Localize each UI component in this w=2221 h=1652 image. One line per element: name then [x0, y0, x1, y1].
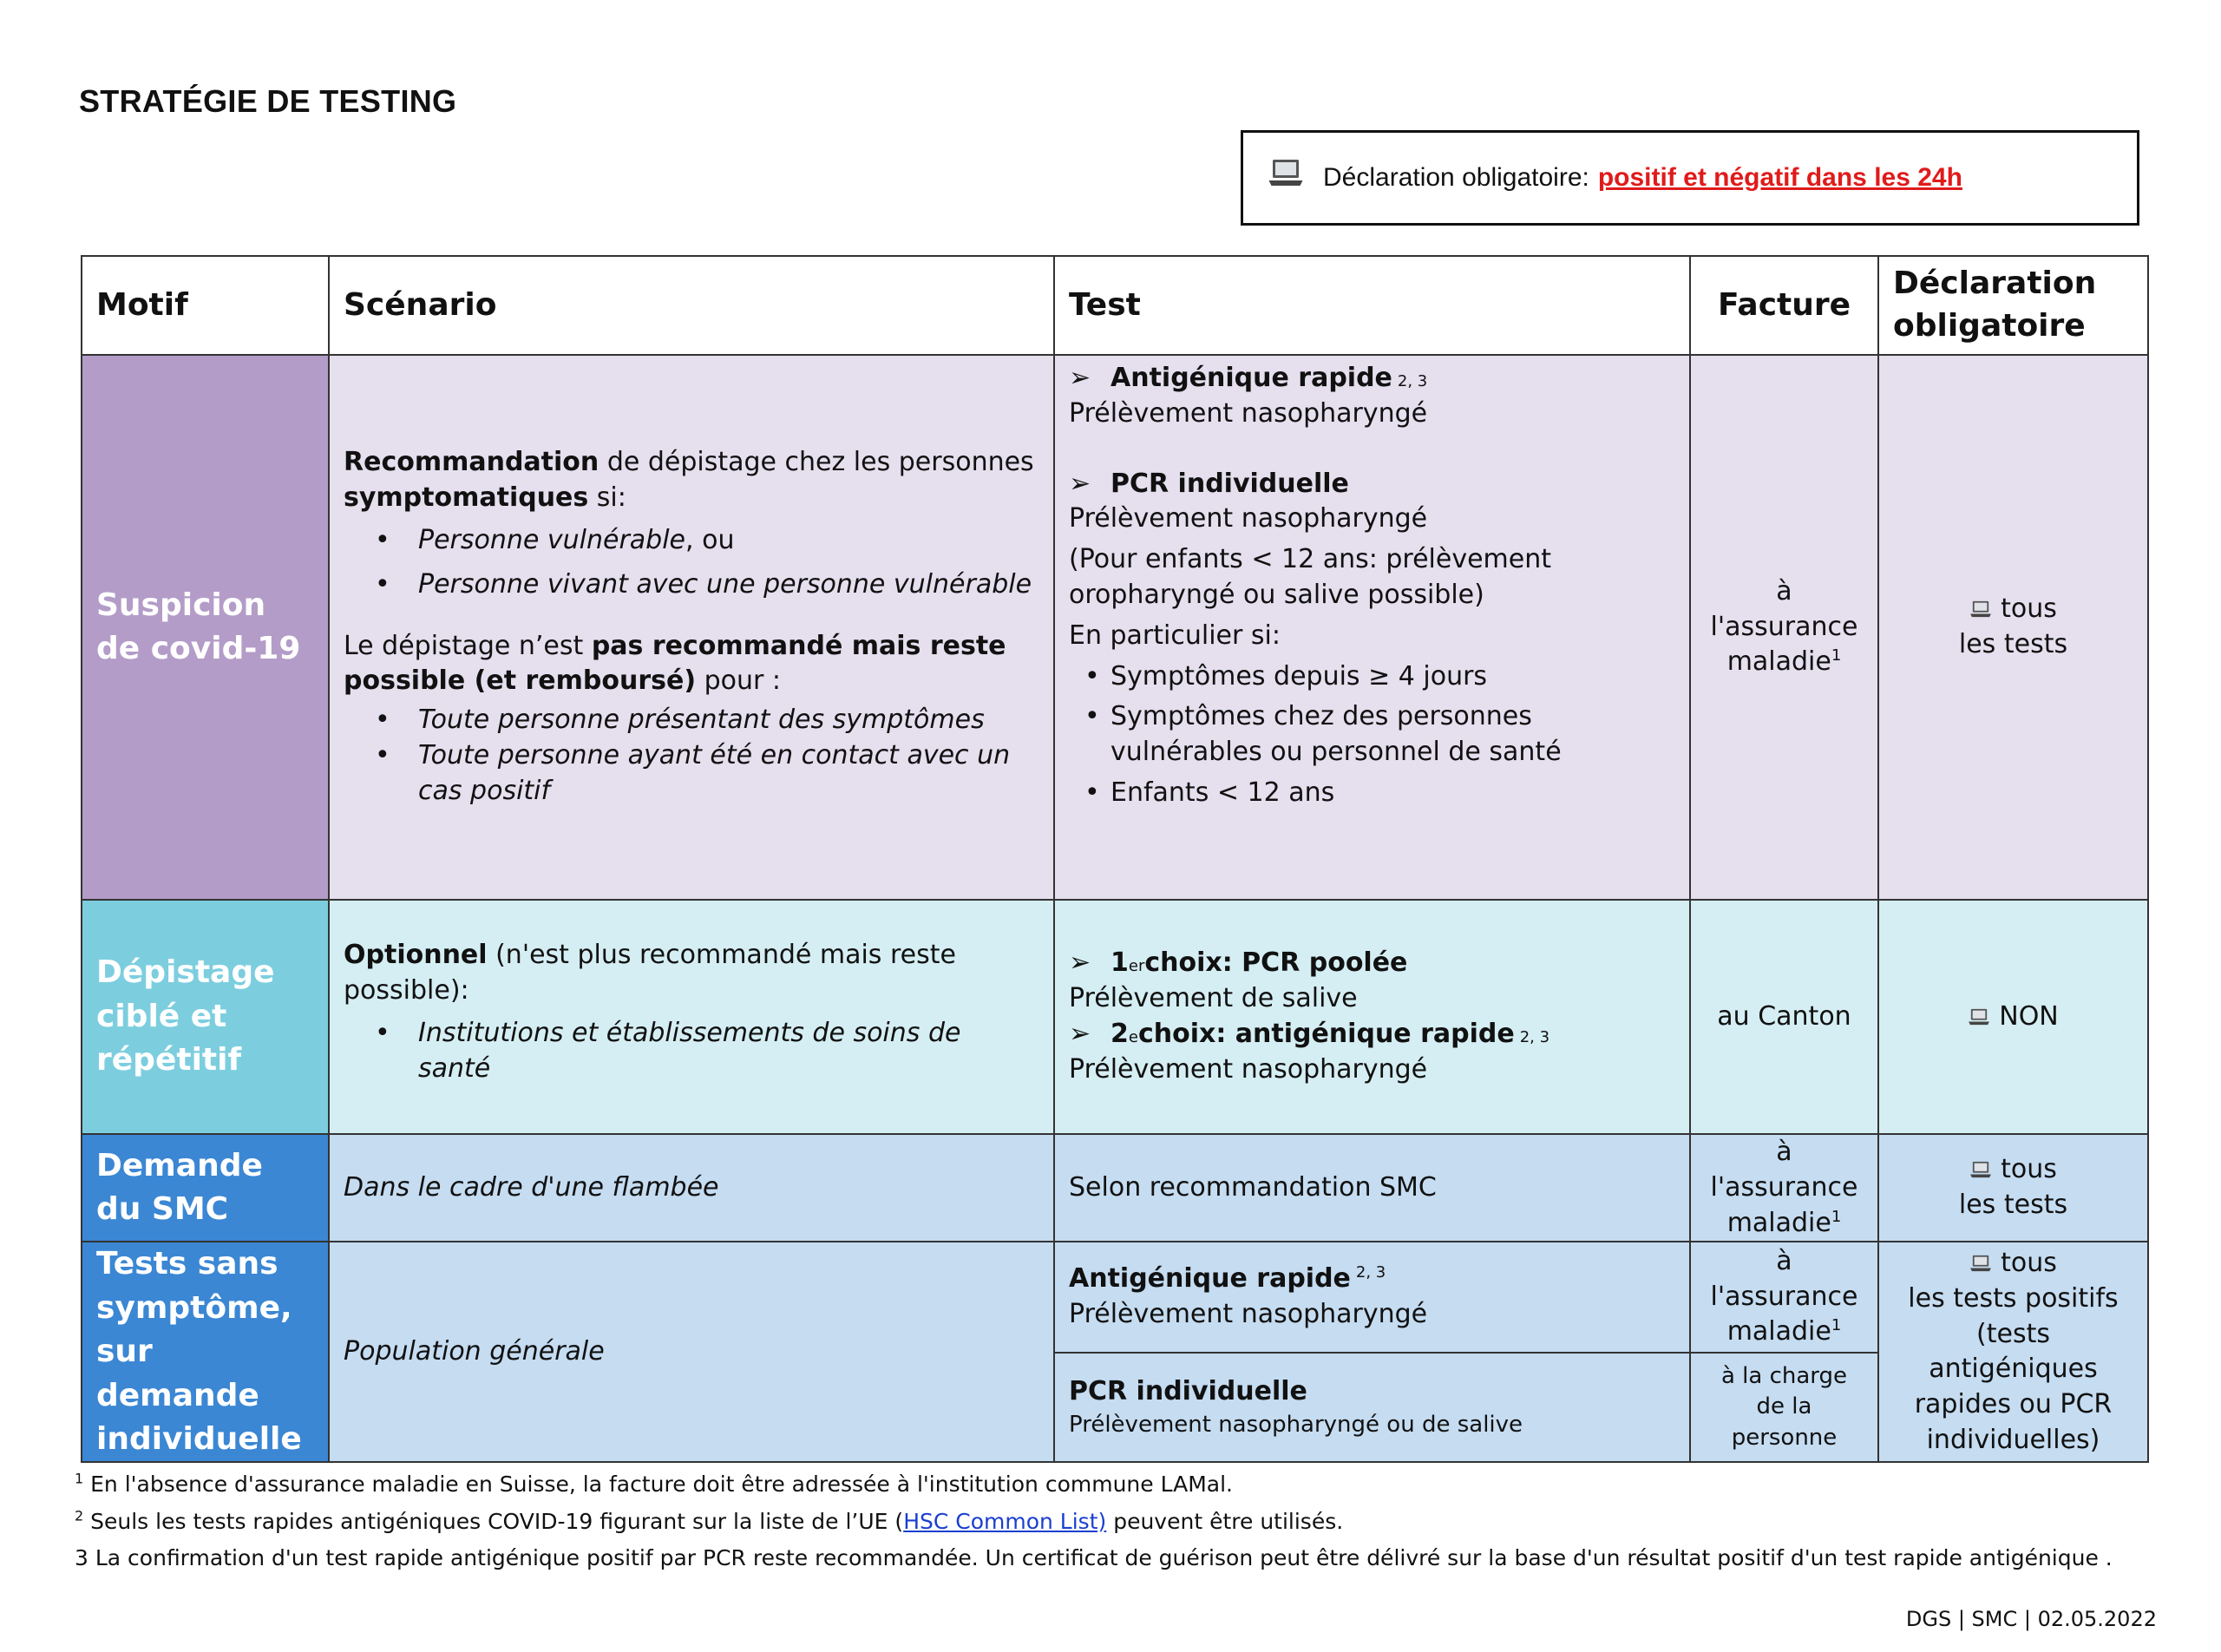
table-row	[82, 1134, 2148, 1242]
scenario-cell: Optionnel (n'est plus recommandé mais reste possible): • Institutions et établissements de soins de santé	[329, 900, 1054, 1134]
header-motif: Motif	[82, 256, 329, 355]
scenario-cell: Dans le cadre d'une flambée	[329, 1134, 1054, 1242]
list-item: • Enfants < 12 ans	[1110, 776, 1675, 811]
bullet-list	[344, 523, 1039, 603]
declaration-cell: tous les tests positifs (tests antigéniques rapides ou PCR individuelles)	[1878, 1242, 2148, 1462]
scenario-cell: Recommandation de dépistage chez les personnes symptomatiques si: • Personne vulnérable, ou • Personne vivant avec une personne vulnérable Le dépistage n’est pas recommandé mais reste possible (et remboursé) pour : • Toute personne présentant des symptômes • Toute personne ayant été en contact avec un cas positif	[329, 355, 1054, 900]
list-item: • Toute personne ayant été en contact avec un cas positif	[418, 738, 1039, 810]
list-item: • Institutions et établissements de soins de santé	[418, 1016, 1039, 1087]
test-cell: ➢ Antigénique rapide 2, 3 Prélèvement nasopharyngé ➢ PCR individuelle Prélèvement nasopharyngé (Pour enfants < 12 ans: prélèvement oropharyngé ou salive possible) En particulier si: • Symptômes depuis ≥ 4 jours • Symptômes chez des personnes vulnérables ou personnel de santé • Enfants < 12 ans	[1054, 355, 1690, 900]
header-facture: Facture	[1690, 256, 1878, 355]
testing-strategy-table	[81, 255, 2149, 1463]
bullet-list	[1069, 659, 1675, 811]
table-header-row	[82, 256, 2148, 355]
laptop-icon	[1969, 1160, 1992, 1179]
hsc-common-list-link[interactable]: HSC Common List)	[903, 1508, 1107, 1534]
motif-cell: Tests sans symptôme, sur demande individuelle	[82, 1242, 329, 1462]
bullet-list	[344, 703, 1039, 809]
declaration-notice-highlight: positif et négatif dans les 24h	[1597, 163, 1962, 192]
facture-cell: à l'assurance maladie$^1$	[1690, 1242, 1878, 1352]
test-cell: ➢ 1 er choix: PCR poolée Prélèvement de salive ➢ 2 e choix: antigénique rapide 2, 3 Prélèvement nasopharyngé	[1054, 900, 1690, 1134]
declaration-cell: tous les tests	[1878, 355, 2148, 900]
laptop-icon	[1969, 600, 1992, 619]
laptop-icon	[1969, 1254, 1992, 1273]
arrow-bullet-icon: ➢	[1069, 363, 1091, 393]
motif-cell: Dépistage ciblé et répétitif	[82, 900, 329, 1134]
declaration-notice	[1241, 130, 2139, 226]
scenario-cell: Population générale	[329, 1242, 1054, 1462]
list-item: • Personne vulnérable, ou	[418, 523, 1039, 559]
declaration-cell: NON	[1878, 900, 2148, 1134]
page-title: STRATÉGIE DE TESTING	[79, 83, 457, 119]
facture-cell: à l'assurance maladie$^1$	[1690, 1134, 1878, 1242]
motif-cell: Demande du SMC	[82, 1134, 329, 1242]
arrow-bullet-icon: ➢	[1069, 1019, 1091, 1049]
test-cell: Selon recommandation SMC	[1054, 1134, 1690, 1242]
list-item: • Symptômes chez des personnes vulnérables ou personnel de santé	[1110, 699, 1675, 770]
footer: DGS | SMC | 02.05.2022	[1905, 1607, 2157, 1631]
test-cell: Antigénique rapide $^{2, 3}$ Prélèvement nasopharyngé	[1054, 1242, 1690, 1352]
table-row	[82, 900, 2148, 1134]
facture-cell: à l'assurance maladie$^1$	[1690, 355, 1878, 900]
bullet-list	[344, 1016, 1039, 1087]
arrow-bullet-icon: ➢	[1069, 468, 1091, 499]
list-item: • Symptômes depuis ≥ 4 jours	[1110, 659, 1675, 695]
header-declaration: Déclaration obligatoire	[1878, 256, 2148, 355]
test-cell: PCR individuelle Prélèvement nasopharyngé ou de salive	[1054, 1353, 1690, 1463]
facture-cell: à la charge de la personne	[1690, 1353, 1878, 1463]
laptop-icon	[1268, 155, 1304, 190]
footnote-1: $^1$ En l'absence d'assurance maladie en Suisse, la facture doit être adressée à l'institution commune LAMal.	[75, 1470, 1233, 1497]
laptop-icon	[1968, 1007, 1990, 1026]
footnotes	[75, 1466, 2113, 1577]
motif-cell: Suspicion de covid-19	[82, 355, 329, 900]
table-row	[82, 355, 2148, 900]
list-item: • Personne vivant avec une personne vulnérable	[418, 567, 1039, 603]
footnote-3: 3 La confirmation d'un test rapide antigénique positif par PCR reste recommandée. Un certificat de guérison peut être délivré sur la base d'un résultat positif d'un test rapide antigénique .	[75, 1545, 2113, 1570]
facture-cell: au Canton	[1690, 900, 1878, 1134]
list-item: • Toute personne présentant des symptômes	[418, 703, 1039, 738]
arrow-bullet-icon: ➢	[1069, 947, 1091, 979]
table-row	[82, 1242, 2148, 1352]
header-test: Test	[1054, 256, 1690, 355]
header-scenario: Scénario	[329, 256, 1054, 355]
declaration-cell: tous les tests	[1878, 1134, 2148, 1242]
footnote-2: $^2$ Seuls les tests rapides antigéniques COVID-19 figurant sur la liste de l’UE (HSC Common List) peuvent être utilisés.	[75, 1507, 1344, 1534]
declaration-notice-label: Déclaration obligatoire:	[1323, 163, 1589, 192]
